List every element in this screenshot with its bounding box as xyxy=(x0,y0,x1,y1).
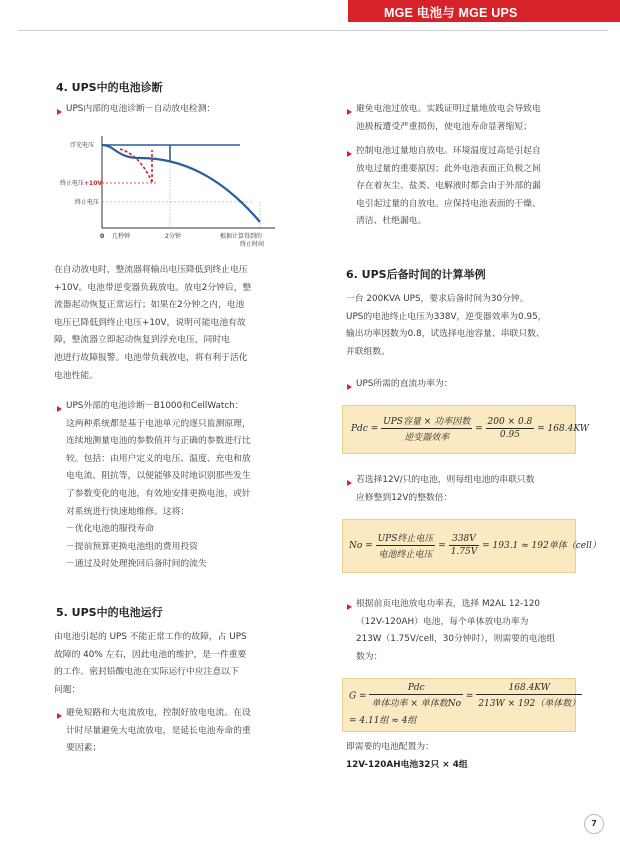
section6-title: 6. UPS后备时间的计算举例 xyxy=(346,268,486,281)
discharge-chart xyxy=(60,130,290,248)
faulty-battery-curve xyxy=(120,149,152,182)
right-bullet2: 控制电池过量地自放电。环境温度过高是引起自 放电过量的重要原因；此外电池表面正负极之间 存在着灰尘、盐类、电解液时都会由于外部的漏 电引起过量的自放电。应保持电池表面的干燥、 清洁、杜绝漏电。 xyxy=(356,146,541,227)
section6-bullet3: 根据前页电池放电功率表，选择 M2AL 12-120 （12V-120AH）电池，每个单体放电功率为 213W（1.75V/cell，30分钟时），则需要的电池组 数为： xyxy=(356,599,556,662)
bullet-icon xyxy=(347,109,352,115)
section6-bullet2: 若选择12V/只的电池，则每组电池的串联只数 应修整到12V的整数倍： xyxy=(356,475,535,503)
section5-paragraph: 由电池引起的 UPS 不能正常工作的故障，占 UPS 故障的 40% 左右，因此电池的维护，是一件重要 的工作。密封铅酸电池在实际运行中应注意以下 问题： xyxy=(54,632,247,695)
chart-x-end-time-2: 终止时间 xyxy=(240,241,265,248)
header-title: MGE 电池与 MGE UPS xyxy=(384,6,518,20)
section4-bullet2: UPS外部的电池诊断－B1000和CellWatch： 这两种系统都是基于电池单元的逐只监测原理， 连续地测量电池的参数值并与正确的参数进行比 较。包括：由用户定义的电压、温度、充电和放 电电流、阻抗等，以便能够及时地识别那些发生 了参数变化的电池，有效地安排更换电池，或针 对系统进行快速地维修。这将： －优化电池的服役寿命 －提前预算更换电池组的费用投资 －通过及时处理挽回后备时间的流失 xyxy=(66,401,251,570)
chart-x-zero: 0 xyxy=(100,233,105,240)
bullet-icon xyxy=(347,480,352,486)
section5-title: 5. UPS中的电池运行 xyxy=(56,606,163,619)
bullet-icon xyxy=(347,604,352,610)
section4-paragraph: 在自动放电时，整流器将输出电压降低到终止电压 +10V。电池带逆变器负载放电。放电2分钟后，整 流器起动恢复正常运行；如果在2分钟之内，电池 电压已降低到终止电压+10V，说明可能电池有故 障，整流器立即起动恢复到浮充电压，同时电 池进行故障报警。电池带负载放电，将有利于活化 电池性能。 xyxy=(54,265,252,381)
chart-x-two-min: 2分钟 xyxy=(165,233,181,240)
formula-cell-count: No = $\frac{\text{UPS终止电压}}{\text{电池终止电压}}$ = $\frac{338V}{1.75V}$ = 193.1 ≈ 192单体（cell） xyxy=(342,519,576,573)
page-number: 7 xyxy=(584,814,604,834)
section6-bullet1: UPS所需的直流功率为： xyxy=(356,379,453,389)
bullet-icon xyxy=(57,109,62,115)
bullet-icon xyxy=(347,151,352,157)
section5-bullet1: 避免短路和大电流放电，控制好放电电流。在设 计时尽量避免大电流放电，是延长电池寿命的重 要因素； xyxy=(66,708,251,754)
formula-dc-power: Pdc = $\frac{\text{UPS容量 × 功率因数}}{\text{逆变器效率}}$ = $\frac{200 \times 0.8}{0.95}$ = 168.4KW xyxy=(342,405,576,454)
section4-title: 4. UPS中的电池诊断 xyxy=(56,81,163,94)
chart-end-label: 终止电压 xyxy=(75,199,100,206)
chart-x-end-time-1: 根据计算得到的 xyxy=(220,233,263,240)
section6-paragraph: 一台 200KVA UPS，要求后备时间为30分钟。 UPS的电池终止电压为338V，逆变器效率为0.95， 输出功率因数为0.8，试选择电池容量、串联只数、 并联组数。 xyxy=(346,294,547,357)
discharge-curve xyxy=(102,145,260,222)
section4-bullet1: UPS内部的电池诊断－自动放电检测： xyxy=(66,104,216,114)
bullet-icon xyxy=(347,384,352,390)
chart-float-label: 浮充电压 xyxy=(70,142,95,149)
right-bullet1: 避免电池过放电。实践证明过量地放电会导致电 池极板遭受严重损伤，使电池寿命显著缩短； xyxy=(356,104,541,132)
bullet-icon xyxy=(57,406,62,412)
chart-end-plus10-label: 终止电压+10V xyxy=(60,180,103,187)
top-divider xyxy=(18,30,608,31)
chart-x-seconds: 几秒钟 xyxy=(112,233,131,240)
battery-config: 即需要的电池配置为： 12V-120AH电池32只 × 4组 xyxy=(346,742,468,770)
bullet-icon xyxy=(57,713,62,719)
formula-group-count: G = $\frac{\text{Pdc}}{\text{单体功率 × 单体数No}}$ = $\frac{168.4KW}{\text{213W × 192（单体数）}}$ = 4.11组 ≈ 4组 xyxy=(342,678,576,732)
